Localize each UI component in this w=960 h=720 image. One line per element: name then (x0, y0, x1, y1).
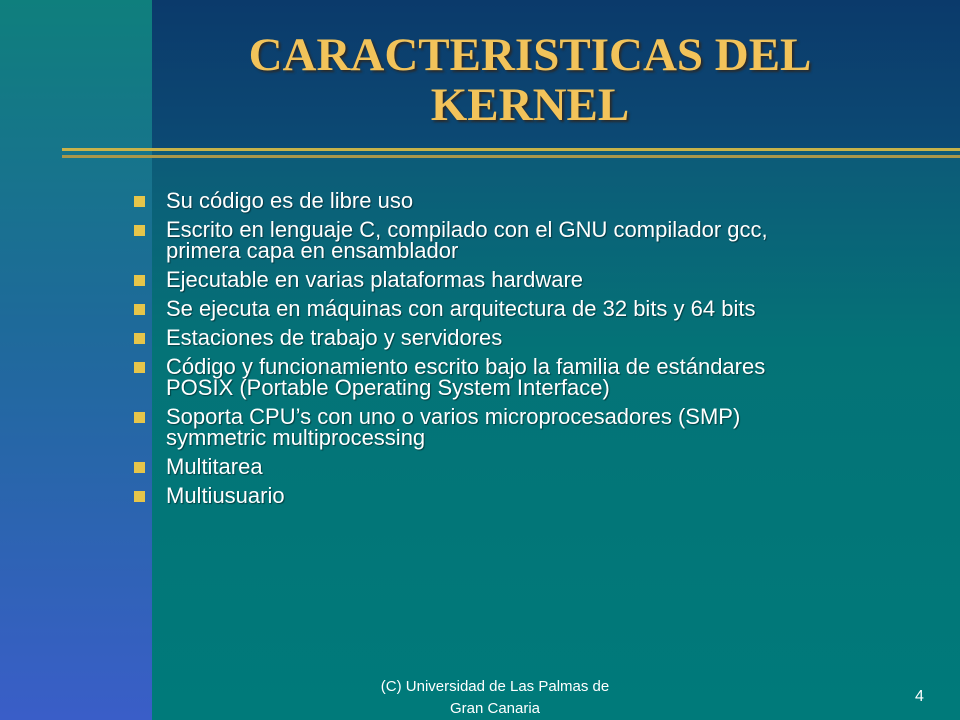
title-line-1: CARACTERISTICAS DEL (248, 29, 812, 81)
square-bullet-icon (134, 225, 145, 236)
square-bullet-icon (134, 462, 145, 473)
slide-title (152, 30, 908, 130)
square-bullet-icon (134, 491, 145, 502)
page-number: 4 (915, 688, 924, 705)
square-bullet-icon (134, 412, 145, 423)
footer-line-1: (C) Universidad de Las Palmas de (380, 678, 610, 695)
bullet-item: Multiusuario (134, 485, 934, 506)
bullet-list (134, 190, 934, 514)
title-divider-line-secondary (62, 155, 960, 158)
square-bullet-icon (134, 333, 145, 344)
title-divider-line (62, 148, 960, 151)
square-bullet-icon (134, 304, 145, 315)
footer-line-2: Gran Canaria (449, 700, 541, 717)
bullet-item: Ejecutable en varias plataformas hardware (134, 269, 934, 290)
bullet-item: Código y funcionamiento escrito bajo la familia de estándares POSIX (Portable Operating System Interface) (134, 356, 934, 398)
title-line-2: KERNEL (430, 79, 630, 131)
bullet-item: Estaciones de trabajo y servidores (134, 327, 934, 348)
square-bullet-icon (134, 196, 145, 207)
bullet-item: Soporta CPU’s con uno o varios microprocesadores (SMP) symmetric multiprocessing (134, 406, 934, 448)
footer-text (330, 676, 660, 720)
square-bullet-icon (134, 362, 145, 373)
bullet-item: Su código es de libre uso (134, 190, 934, 211)
bullet-item: Multitarea (134, 456, 934, 477)
left-accent-band (0, 0, 152, 720)
bullet-item: Se ejecuta en máquinas con arquitectura de 32 bits y 64 bits (134, 298, 934, 319)
bullet-item: Escrito en lenguaje C, compilado con el GNU compilador gcc, primera capa en ensamblador (134, 219, 934, 261)
square-bullet-icon (134, 275, 145, 286)
